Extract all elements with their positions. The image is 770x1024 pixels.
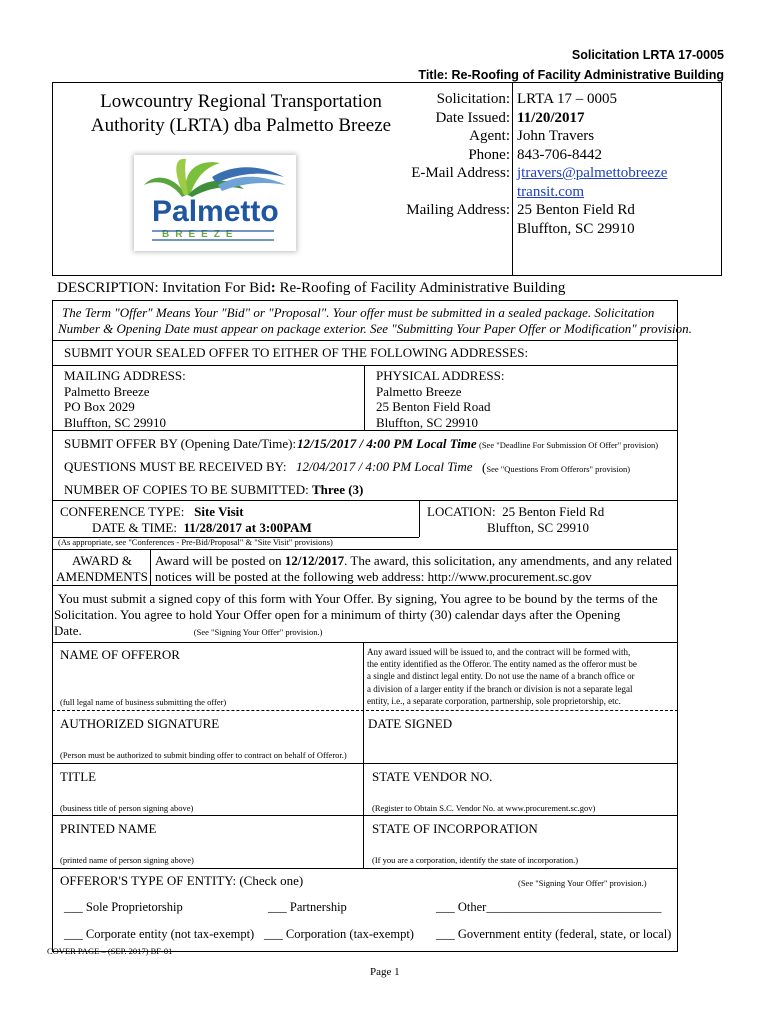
questions-deadline-note: (See "Questions From Offerors" provision) bbox=[482, 460, 631, 475]
state-vendor-note: (Register to Obtain S.C. Vendor No. at www.procurement.sc.gov) bbox=[372, 803, 596, 813]
printed-name-field[interactable] bbox=[60, 837, 356, 853]
form-id: COVER PAGE – (SEP. 2017) BF-01 bbox=[47, 946, 173, 956]
state-incorporation-note: (If you are a corporation, identify the state of incorporation.) bbox=[372, 855, 579, 865]
info-values: LRTA 17 – 0005 11/20/2017 John Travers 843-706-8442 jtravers@palmettobreeze transit.com 25 Benton Field Rd Bluffton, SC 29910 bbox=[517, 91, 668, 237]
date-signed-field[interactable] bbox=[368, 732, 668, 760]
entity-type-note: (See "Signing Your Offer" provision.) bbox=[518, 878, 647, 888]
questions-deadline-label: QUESTIONS MUST BE RECEIVED BY: bbox=[64, 459, 287, 474]
signing-notice: You must submit a signed copy of this form with Your Offer. By signing, You agree to be bound by the terms of the Solicitation. You agree to hold Your Offer open for a minimum of thirty (30) calendar days after the Opening Date. (See "Signing Your Offer" provision.) bbox=[54, 591, 658, 638]
state-incorporation-field[interactable] bbox=[372, 837, 668, 853]
header-solicitation: Solicitation LRTA 17-0005 bbox=[571, 48, 724, 62]
title-label: TITLE bbox=[60, 769, 97, 784]
entity-option-sole-proprietorship[interactable]: ___ Sole Proprietorship bbox=[64, 900, 183, 914]
award-entity-notice: Any award issued will be issued to, and the contract will be formed with, the entity identified as the Offeror. The entity named as the offeror must be a single and distinct legal entity. Do not use the name of a branch office or a division of a larger entity if the branch or division is not a separate legal entity, i.e., a separate corporation, partnership, sole proprietorship, etc. bbox=[367, 647, 637, 706]
title-field[interactable] bbox=[60, 785, 356, 801]
physical-address: PHYSICAL ADDRESS: Palmetto Breeze 25 Benton Field Road Bluffton, SC 29910 bbox=[376, 368, 505, 430]
award-label: AWARD & AMENDMENTS bbox=[56, 553, 148, 584]
entity-option-other[interactable]: ___ Other____________________________ bbox=[436, 900, 662, 914]
title-note: (business title of person signing above) bbox=[60, 803, 194, 813]
date-signed-label: DATE SIGNED bbox=[368, 716, 453, 731]
svg-text:BREEZE: BREEZE bbox=[162, 229, 239, 240]
term-notice: The Term "Offer" Means Your "Bid" or "Proposal". Your offer must be submitted in a sealed package. Solicitation Number & Opening Date must appear on package exterior. See "Submitting Your Paper Offer or Modification" provision. bbox=[58, 305, 692, 336]
svg-text:Palmetto: Palmetto bbox=[152, 195, 279, 228]
authorized-signature-label: AUTHORIZED SIGNATURE bbox=[60, 716, 220, 731]
printed-name-note: (printed name of person signing above) bbox=[60, 855, 194, 865]
entity-option-government[interactable]: ___ Government entity (federal, state, or local) bbox=[436, 927, 672, 941]
entity-option-corporation-tax-exempt[interactable]: ___ Corporation (tax-exempt) bbox=[264, 927, 414, 941]
page-number: Page 1 bbox=[370, 966, 400, 978]
award-text: Award will be posted on 12/12/2017. The award, this solicitation, any amendments, and any related notices will be posted at the following web address: http://www.procurement.sc.gov bbox=[155, 553, 673, 584]
conference-location: LOCATION: 25 Benton Field Rd Bluffton, SC 29910 bbox=[427, 504, 605, 535]
state-vendor-field[interactable] bbox=[372, 785, 668, 801]
entity-option-partnership[interactable]: ___ Partnership bbox=[268, 900, 347, 914]
name-of-offeror-label: NAME OF OFFEROR bbox=[60, 647, 180, 662]
mailing-address: MAILING ADDRESS: Palmetto Breeze PO Box 2029 Bluffton, SC 29910 bbox=[64, 368, 186, 430]
authorized-signature-field[interactable] bbox=[60, 732, 356, 746]
submit-deadline-label: SUBMIT OFFER BY (Opening Date/Time): bbox=[64, 436, 297, 451]
state-vendor-label: STATE VENDOR NO. bbox=[372, 769, 493, 784]
conference-note: (As appropriate, see "Conferences - Pre-Bid/Proposal" & "Site Visit" provisions) bbox=[58, 537, 333, 547]
state-incorporation-label: STATE OF INCORPORATION bbox=[372, 821, 538, 836]
copies: NUMBER OF COPIES TO BE SUBMITTED: Three (3) bbox=[64, 482, 364, 497]
submit-deadline-value: 12/15/2017 / 4:00 PM Local Time bbox=[297, 436, 477, 451]
conference-info: CONFERENCE TYPE: Site Visit DATE & TIME: 11/28/2017 at 3:00PAM bbox=[60, 504, 312, 535]
info-labels: Solicitation: Date Issued: Agent: Phone: E-Mail Address: Mailing Address: bbox=[406, 91, 510, 218]
name-of-offeror-field[interactable] bbox=[60, 662, 356, 690]
authorized-signature-note: (Person must be authorized to submit binding offer to contract on behalf of Offeror.) bbox=[60, 750, 347, 760]
addresses-heading: SUBMIT YOUR SEALED OFFER TO EITHER OF THE FOLLOWING ADDRESSES: bbox=[64, 345, 529, 360]
description: DESCRIPTION: Invitation For Bid: Re-Roofing of Facility Administrative Building bbox=[57, 280, 566, 296]
questions-deadline-value: 12/04/2017 / 4:00 PM Local Time bbox=[296, 459, 473, 474]
submit-deadline-note: (See "Deadline For Submission Of Offer" provision) bbox=[479, 440, 659, 450]
entity-type-label: OFFEROR'S TYPE OF ENTITY: (Check one) bbox=[60, 873, 304, 888]
entity-option-corporate[interactable]: ___ Corporate entity (not tax-exempt) bbox=[64, 927, 255, 941]
name-of-offeror-note: (full legal name of business submitting the offer) bbox=[60, 697, 227, 707]
agency-name: Lowcountry Regional Transportation Authority (LRTA) dba Palmetto Breeze bbox=[90, 91, 392, 136]
agent-email-link[interactable]: jtravers@palmettobreeze bbox=[517, 165, 668, 181]
palmetto-breeze-logo bbox=[134, 155, 296, 251]
printed-name-label: PRINTED NAME bbox=[60, 821, 157, 836]
header-title: Title: Re-Roofing of Facility Administrative Building bbox=[418, 68, 724, 82]
